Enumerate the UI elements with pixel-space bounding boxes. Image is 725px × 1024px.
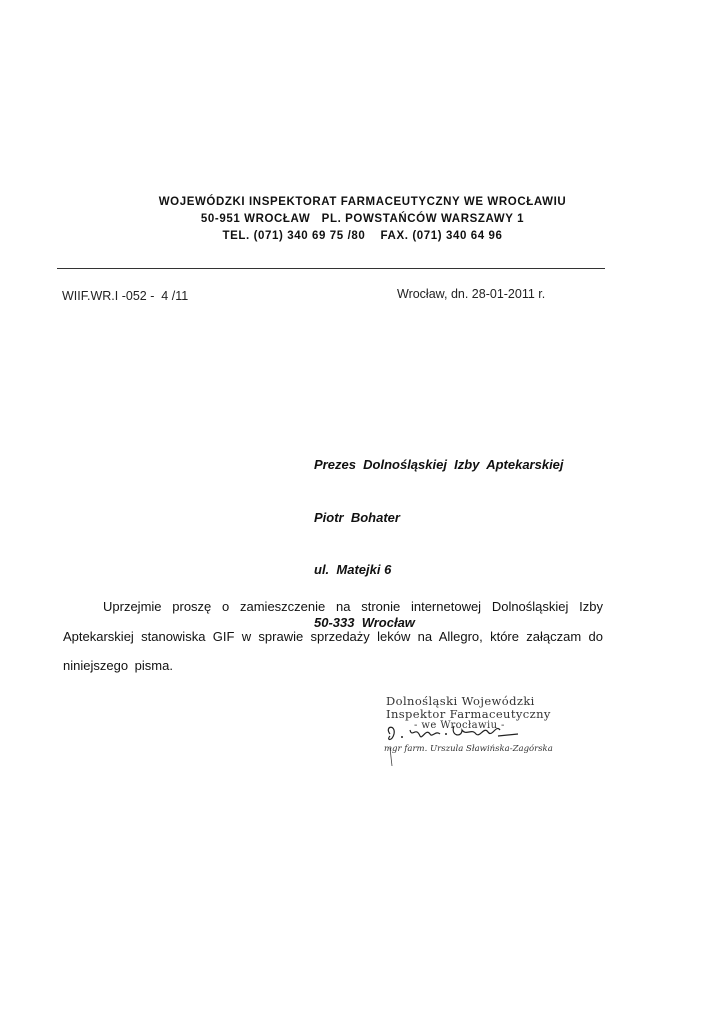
letter-date: Wrocław, dn. 28-01-2011 r.: [397, 287, 546, 301]
addressee-title: Prezes Dolnośląskiej Izby Aptekarskiej: [314, 457, 564, 472]
handwritten-signature: [382, 722, 542, 770]
stamp-line-3: - we Wrocławiu -: [414, 720, 505, 731]
letterhead: [0, 194, 725, 245]
stamp-signatory: mgr farm. Urszula Sławińska-Zagórska: [384, 744, 553, 754]
addressee-city: 50-333 Wrocław: [314, 614, 415, 630]
stamp-line-2: Inspektor Farmaceutyczny: [386, 707, 551, 721]
reference-number: WIIF.WR.I -052 - 4 /11: [62, 289, 189, 303]
stamp-line-1: Dolnośląski Wojewódzki: [386, 694, 535, 708]
letterhead-institution: WOJEWÓDZKI INSPEKTORAT FARMACEUTYCZNY WE WROCŁAWIU: [158, 196, 567, 208]
letterhead-address: 50-951 WROCŁAW PL. POWSTAŃCÓW WARSZAWY 1: [200, 213, 525, 225]
letter-body: Uprzejmie proszę o zamieszczenie na stronie internetowej Dolnośląskiej Izby Aptekarskiej stanowiska GIF w sprawie sprzedaży leków na Allegro, które załączam do niniejszego pisma.: [63, 599, 603, 673]
letterhead-contact: TEL. (071) 340 69 75 /80 FAX. (071) 340 64 96: [222, 230, 503, 242]
header-divider: [57, 268, 605, 269]
addressee-street: ul. Matejki 6: [314, 562, 392, 577]
addressee-name: Piotr Bohater: [314, 509, 400, 525]
